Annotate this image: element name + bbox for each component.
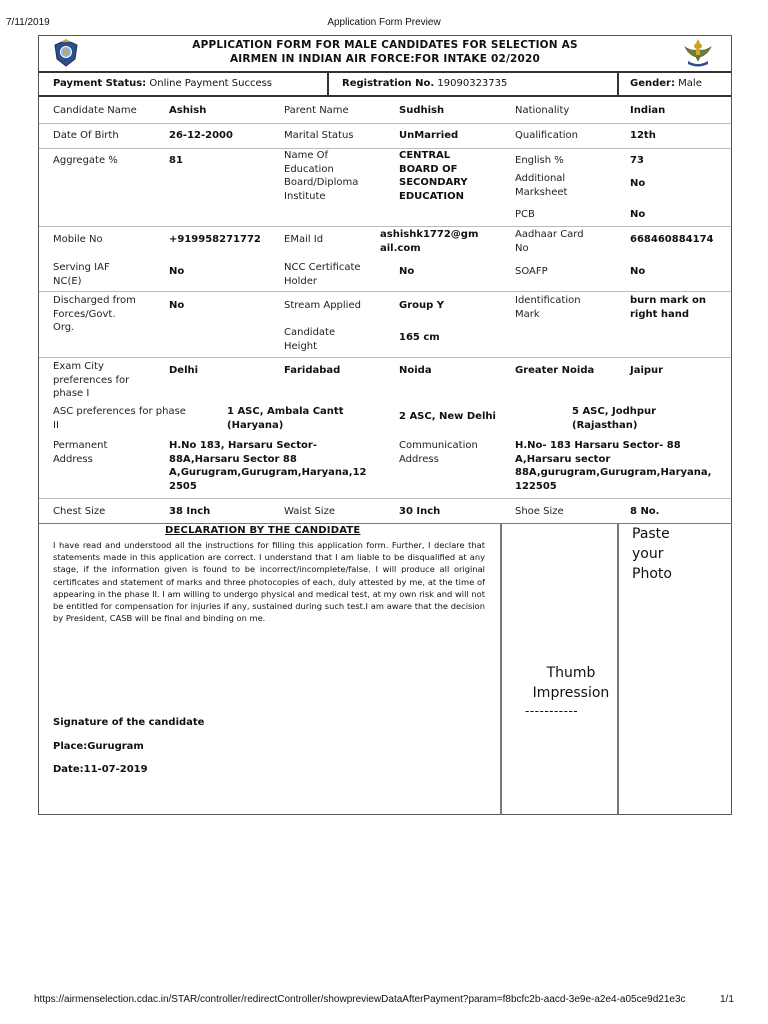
row-divider: [39, 357, 731, 358]
email-value: [380, 228, 478, 255]
divider: [327, 73, 329, 95]
paste-photo-label-line: Photo: [632, 566, 672, 582]
divider: [617, 73, 619, 95]
ncc-label-line: NCC Certificate: [284, 262, 361, 273]
discharged-label-line: Discharged from: [53, 295, 136, 306]
education-board-label-line: Institute: [284, 190, 326, 202]
discharged-value: No: [169, 300, 185, 311]
dob-label: Date Of Birth: [53, 130, 119, 141]
chest-size-label: Chest Size: [53, 506, 106, 517]
email-value-line: ashishk1772@gm: [380, 229, 479, 240]
gender-label: Gender:: [630, 78, 675, 89]
identification-mark-value-line: burn mark on: [630, 295, 707, 306]
communication-address-line: H.No- 183 Harsaru Sector- 88: [515, 440, 681, 451]
pcb-value: No: [630, 209, 646, 220]
exam-city-3: Noida: [399, 365, 432, 376]
asc-preference-2: 2 ASC, New Delhi: [399, 411, 496, 422]
row-divider: [39, 148, 731, 149]
identification-mark-value: [630, 294, 706, 321]
education-board-value-line: CENTRAL: [399, 150, 451, 161]
education-board-label-line: Education: [284, 163, 334, 175]
asc-preference-1-line: (Haryana): [227, 419, 284, 431]
permanent-address-line: H.No 183, Harsaru Sector-: [169, 440, 317, 451]
print-url: https://airmenselection.cdac.in/STAR/controller/redirectController/showpreviewDataAfterPayment?param=f8bcfc2b-aacd-3e9e-a2e4-a05ce9d21e3c: [34, 994, 686, 1005]
asc-preferences-label: [53, 405, 186, 432]
exam-city-5: Jaipur: [630, 365, 664, 376]
serving-iaf-label-line: NC(E): [53, 275, 82, 287]
permanent-address-line: A,Gurugram,Gurugram,Haryana,12: [169, 467, 367, 478]
education-board-value-line: EDUCATION: [399, 190, 464, 202]
registration-value: 19090323735: [437, 78, 508, 89]
serving-iaf-label-line: Serving IAF: [53, 262, 110, 273]
status-bar: [39, 71, 731, 97]
permanent-address-line: 88A,Harsaru Sector 88: [169, 453, 297, 465]
height-value: 165 cm: [399, 332, 440, 343]
aadhaar-label-line: Aadhaar Card: [515, 229, 584, 240]
discharged-label: [53, 294, 136, 335]
thumb-impression-label-line: Thumb: [546, 665, 596, 681]
additional-marksheet-value: No: [630, 178, 646, 189]
exam-city-label: [53, 360, 129, 401]
additional-marksheet-label-line: Marksheet: [515, 186, 568, 198]
asc-preferences-label-line: II: [53, 419, 59, 431]
permanent-address-label-line: Address: [53, 453, 93, 465]
education-board-value: [399, 149, 468, 203]
english-value: 73: [630, 155, 644, 166]
soafp-value: No: [630, 266, 646, 277]
ncc-value: No: [399, 266, 415, 277]
row-divider: [39, 291, 731, 292]
form-title-line-2: AIRMEN IN INDIAN AIR FORCE:FOR INTAKE 02/2020: [229, 53, 541, 65]
qualification-label: Qualification: [515, 130, 578, 141]
registration-number: [342, 73, 507, 95]
payment-status-label: Payment Status:: [53, 78, 147, 89]
communication-address-value: [515, 439, 711, 493]
row-divider: [39, 226, 731, 227]
education-board-value-line: SECONDARY: [399, 177, 468, 188]
english-label: English %: [515, 155, 564, 166]
aggregate-value: 81: [169, 155, 183, 166]
marital-status-label: Marital Status: [284, 130, 354, 141]
asc-preference-3-line: (Rajasthan): [572, 419, 638, 431]
thumb-impression-box: [501, 663, 641, 703]
soafp-label: SOAFP: [515, 266, 548, 277]
asc-preference-3-line: 5 ASC, Jodhpur: [572, 406, 657, 417]
thumb-impression-label-line: Impression: [532, 685, 610, 701]
education-board-label-line: Board/Diploma: [284, 177, 359, 188]
thumb-impression-line: -----------: [525, 704, 579, 718]
identification-mark-value-line: right hand: [630, 308, 690, 320]
form-title-line-1: APPLICATION FORM FOR MALE CANDIDATES FOR SELECTION AS: [192, 39, 578, 51]
permanent-address-value: [169, 439, 367, 493]
permanent-address-label: [53, 439, 107, 466]
waist-size-value: 30 Inch: [399, 506, 441, 517]
height-label-line: Height: [284, 340, 318, 352]
communication-address-label-line: Communication: [399, 440, 478, 451]
paste-photo-label-line: Paste: [632, 526, 670, 542]
mobile-value: +919958271772: [169, 234, 261, 245]
form-title: [159, 38, 611, 66]
email-label: EMail Id: [284, 234, 324, 245]
exam-city-1: Delhi: [169, 365, 199, 376]
form-title-box: [39, 36, 731, 70]
pcb-label: PCB: [515, 209, 535, 220]
candidate-name-label: Candidate Name: [53, 105, 137, 116]
asc-preferences-label-line: ASC preferences for phase: [53, 406, 186, 417]
gender: [630, 73, 702, 95]
aadhaar-label-line: No: [515, 242, 529, 254]
exam-city-label-line: preferences for: [53, 374, 130, 386]
serving-iaf-value: No: [169, 266, 185, 277]
asc-preference-1: [227, 405, 344, 432]
iaf-badge-left-icon: [53, 39, 79, 67]
communication-address-line: A,Harsaru sector: [515, 453, 611, 465]
shoe-size-label: Shoe Size: [515, 506, 564, 517]
nationality-value: Indian: [630, 105, 666, 116]
nationality-label: Nationality: [515, 105, 570, 116]
waist-size-label: Waist Size: [284, 506, 335, 517]
aadhaar-value: 668460884174: [630, 234, 714, 245]
discharged-label-line: Forces/Govt.: [53, 308, 116, 320]
date-label: Date:: [53, 764, 84, 775]
payment-status: [53, 73, 272, 95]
paste-photo-label-line: your: [632, 546, 664, 562]
place-label: Place:: [53, 741, 88, 752]
aggregate-label: Aggregate %: [53, 155, 118, 166]
exam-city-2: Faridabad: [284, 365, 341, 376]
ncc-label-line: Holder: [284, 275, 318, 287]
serving-iaf-label: [53, 261, 110, 288]
parent-name-value: Sudhish: [399, 105, 445, 116]
row-divider: [39, 123, 731, 124]
date: [53, 763, 148, 777]
height-label: [284, 326, 335, 353]
discharged-label-line: Org.: [53, 322, 75, 333]
candidate-name-value: Ashish: [169, 105, 207, 116]
gender-value: Male: [678, 78, 702, 89]
identification-mark-label-line: Identification: [515, 295, 581, 306]
print-page-number: 1/1: [720, 994, 734, 1005]
declaration-title: DECLARATION BY THE CANDIDATE: [165, 525, 361, 536]
dob-value: 26-12-2000: [169, 130, 233, 141]
shoe-size-value: 8 No.: [630, 506, 660, 517]
chest-size-value: 38 Inch: [169, 506, 211, 517]
identification-mark-label: [515, 294, 581, 321]
asc-preference-3: [572, 405, 656, 432]
parent-name-label: Parent Name: [284, 105, 349, 116]
application-form: [38, 35, 732, 815]
place: [53, 740, 144, 754]
declaration-text: I have read and understood all the instructions for filling this application form. Further, I declare that statements made in this application are correct. I understand that I am liable to be disqualified at any stage, if the information given is found to be incorrect/incomplete/false. I will produce all original certificates and statement of marks and three photocopies of each, duly attested by me, at the time of appearing in the phase II. I am willing to undergo physical and medical test, at my own risk and will not be entitled for compensation for injuries if any, sustained during such test.I am aware that the decision by President, CASB will be final and binding on me.: [53, 540, 485, 624]
height-label-line: Candidate: [284, 327, 336, 338]
aadhaar-label: [515, 228, 584, 255]
stream-value: Group Y: [399, 300, 445, 311]
registration-label: Registration No.: [342, 78, 435, 89]
asc-preference-1-line: 1 ASC, Ambala Cantt: [227, 406, 344, 417]
paste-photo-box: [632, 524, 672, 584]
permanent-address-line: 2505: [169, 480, 197, 492]
print-date: 7/11/2019: [6, 17, 50, 28]
education-board-value-line: BOARD OF: [399, 163, 458, 175]
additional-marksheet-label-line: Additional: [515, 173, 566, 184]
iaf-eagle-crest-icon: [683, 37, 713, 69]
communication-address-label-line: Address: [399, 453, 439, 465]
communication-address-line: 122505: [515, 480, 557, 492]
exam-city-label-line: phase I: [53, 388, 90, 399]
qualification-value: 12th: [630, 130, 656, 141]
permanent-address-label-line: Permanent: [53, 440, 108, 451]
exam-city-4: Greater Noida: [515, 365, 595, 376]
marital-status-value: UnMarried: [399, 130, 459, 141]
ncc-label: [284, 261, 361, 288]
exam-city-label-line: Exam City: [53, 361, 104, 372]
print-title: Application Form Preview: [327, 17, 441, 28]
email-value-line: ail.com: [380, 242, 421, 254]
communication-address-line: 88A,gurugram,Gurugram,Haryana,: [515, 467, 712, 478]
signature-label: Signature of the candidate: [53, 717, 205, 728]
education-board-label: [284, 149, 358, 203]
row-divider: [39, 498, 731, 499]
education-board-label-line: Name Of: [284, 150, 329, 161]
communication-address-label: [399, 439, 478, 466]
date-value: 11-07-2019: [83, 764, 148, 775]
identification-mark-label-line: Mark: [515, 308, 540, 320]
stream-label: Stream Applied: [284, 300, 361, 311]
additional-marksheet-label: [515, 172, 567, 199]
payment-status-value: Online Payment Success: [149, 78, 273, 89]
place-value: Gurugram: [87, 741, 144, 752]
mobile-label: Mobile No: [53, 234, 103, 245]
